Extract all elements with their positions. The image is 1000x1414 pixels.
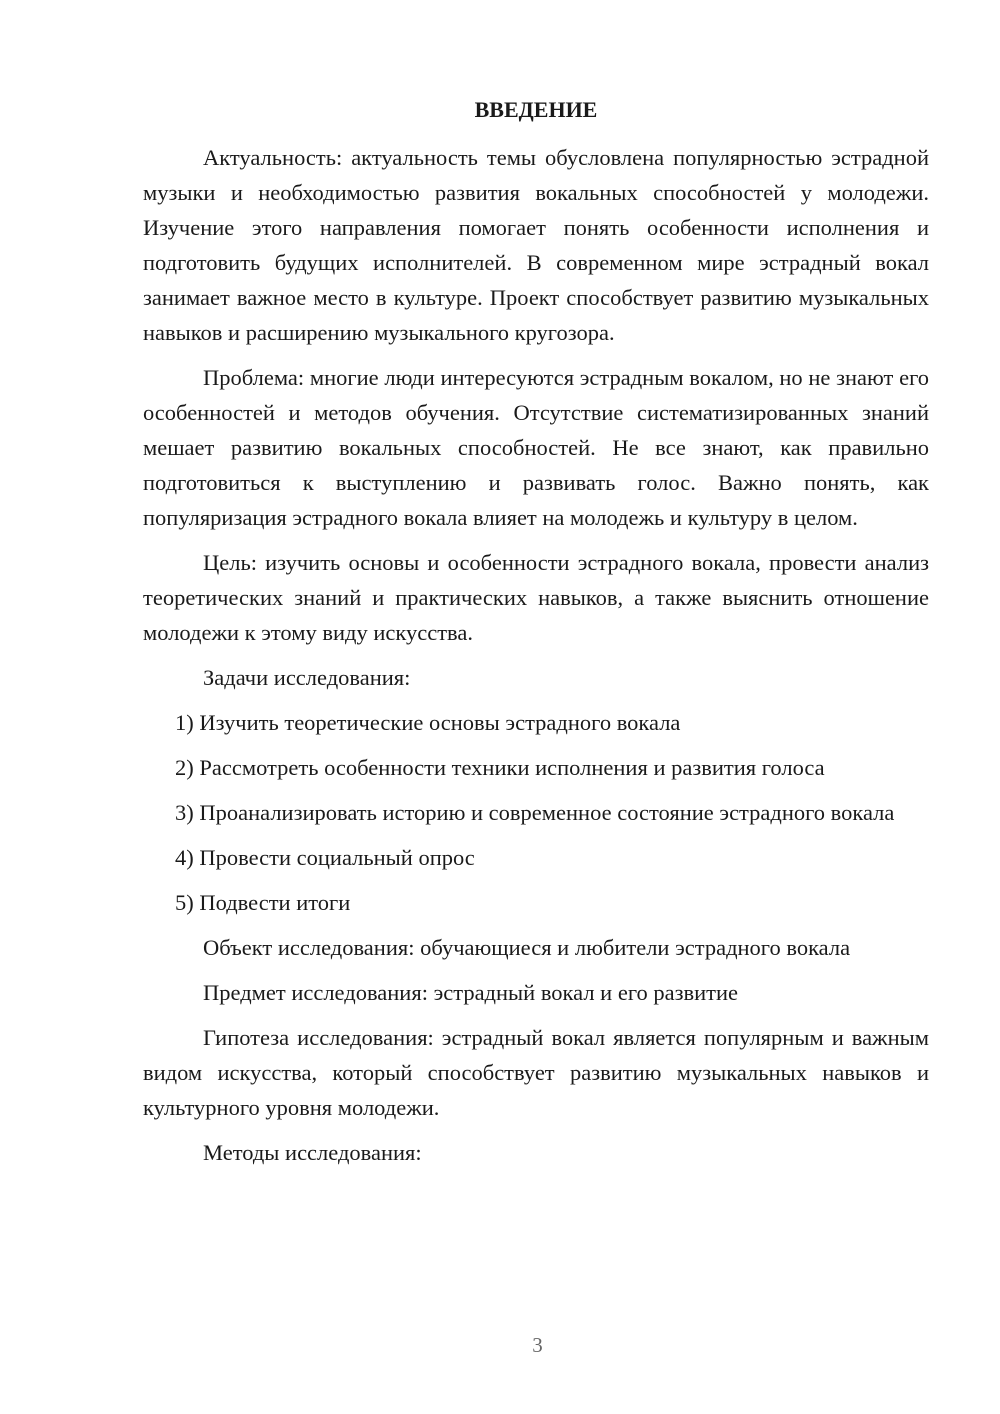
paragraph-goal: Цель: изучить основы и особенности эстрадного вокала, провести анализ теоретических знаний и практических навыков, а также выяснить отношение молодежи к этому виду искусства. — [143, 550, 929, 645]
paragraph-hypothesis: Гипотеза исследования: эстрадный вокал является популярным и важным видом искусства, который способствует развитию музыкальных навыков и культурного уровня молодежи. — [143, 1025, 929, 1120]
document-page — [143, 92, 929, 1180]
paragraph-problem: Проблема: многие люди интересуются эстрадным вокалом, но не знают его особенностей и методов обучения. Отсутствие систематизированных знаний мешает развитию вокальных способностей. Не все знают, как правильно подготовиться к выступлению и развивать голос. Важно понять, как популяризация эстрадного вокала влияет на молодежь и культуру в целом. — [143, 365, 929, 530]
task-item-5: 5) Подвести итоги — [175, 890, 351, 915]
paragraph-subject: Предмет исследования: эстрадный вокал и его развитие — [203, 980, 739, 1005]
page-title: ВВЕДЕНИЕ — [474, 97, 598, 122]
tasks-heading: Задачи исследования: — [203, 665, 411, 690]
paragraph-relevance: Актуальность: актуальность темы обусловлена популярностью эстрадной музыки и необходимостью развития вокальных способностей у молодежи. Изучение этого направления помогает понять особенности исполнения и подготовить будущих исполнителей. В современном мире эстрадный вокал занимает важное место в культуре. Проект способствует развитию музыкальных навыков и расширению музыкального кругозора. — [143, 145, 929, 345]
tasks-list — [143, 705, 929, 920]
task-item-4: 4) Провести социальный опрос — [175, 845, 475, 870]
task-item-3: 3) Проанализировать историю и современное состояние эстрадного вокала — [175, 800, 895, 825]
methods-heading: Методы исследования: — [203, 1140, 422, 1165]
task-item-1: 1) Изучить теоретические основы эстрадного вокала — [175, 710, 681, 735]
paragraph-object: Объект исследования: обучающиеся и любители эстрадного вокала — [203, 935, 851, 960]
task-item-2: 2) Рассмотреть особенности техники исполнения и развития голоса — [175, 755, 825, 780]
page-number: 3 — [532, 1333, 543, 1357]
